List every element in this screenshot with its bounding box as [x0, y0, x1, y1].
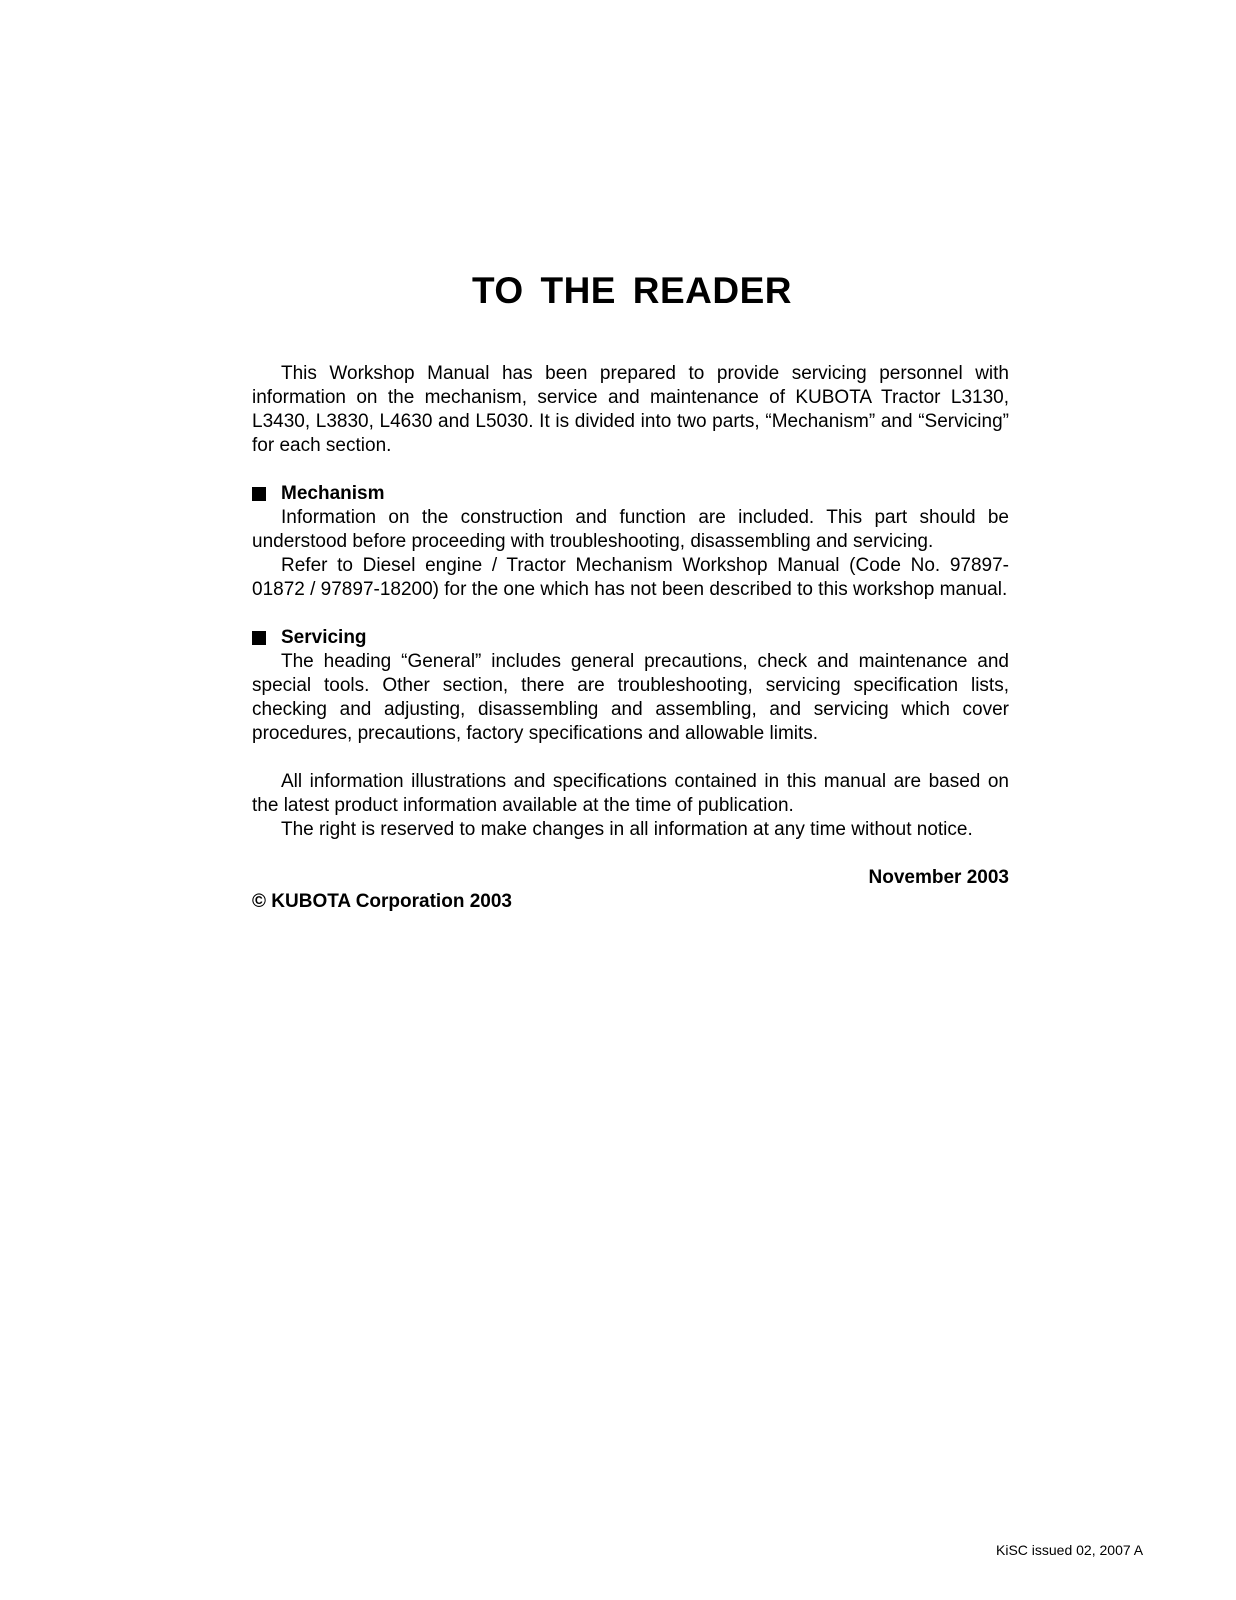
servicing-heading [252, 626, 1009, 650]
mechanism-paragraph-2: Refer to Diesel engine / Tractor Mechanism Workshop Manual (Code No. 97897-01872 / 97897-18200) for the one which has not been described to this workshop manual. [252, 555, 1009, 600]
square-bullet-icon [252, 631, 266, 645]
mechanism-heading [252, 482, 1009, 506]
closing-paragraph-2: The right is reserved to make changes in all information at any time without notice. [281, 819, 973, 840]
intro-paragraph: This Workshop Manual has been prepared to provide servicing personnel with information on the mechanism, service and maintenance of KUBOTA Tractor L3130, L3430, L3830, L4630 and L5030. It is divided into two parts, “Mechanism” and “Servicing” for each section. [252, 363, 1009, 456]
copyright-notice: © KUBOTA Corporation 2003 [252, 891, 512, 912]
page-title: TO THE READER [471, 270, 792, 311]
servicing-heading-label: Servicing [281, 627, 367, 648]
closing-paragraph-1: All information illustrations and specifications contained in this manual are based on the latest product information available at the time of publication. [252, 771, 1009, 816]
mechanism-heading-label: Mechanism [281, 483, 385, 504]
document-body [252, 362, 1009, 914]
issue-footer: KiSC issued 02, 2007 A [996, 1542, 1144, 1558]
square-bullet-icon [252, 487, 266, 501]
mechanism-paragraph-1: Information on the construction and function are included. This part should be understood before proceeding with troubleshooting, disassembling and servicing. [252, 507, 1009, 552]
servicing-paragraph-1: The heading “General” includes general precautions, check and maintenance and special tools. Other section, there are troubleshooting, servicing specification lists, checking and adjusting, disassembling and assembling, and servicing which cover procedures, precautions, factory specifications and allowable limits. [252, 651, 1009, 744]
publication-date: November 2003 [868, 867, 1009, 888]
